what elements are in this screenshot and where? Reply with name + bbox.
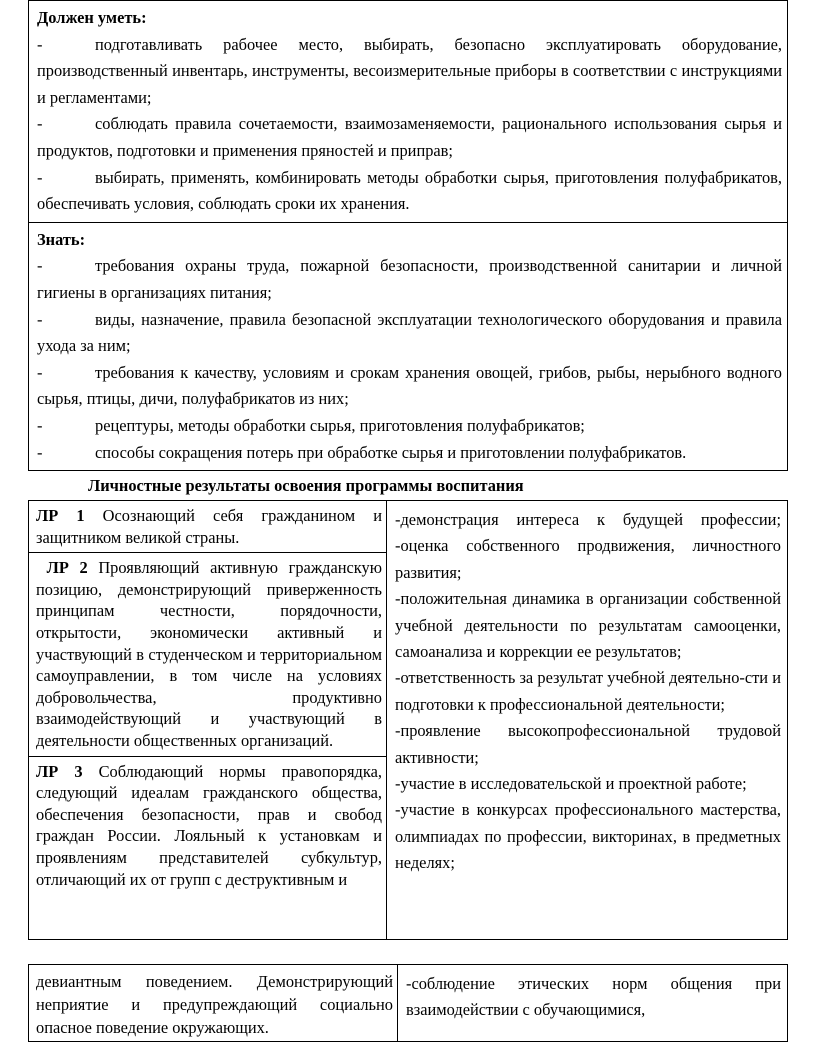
know-heading: Знать: (37, 229, 86, 249)
know-item: - рецептуры, методы обработки сырья, приготовления полуфабрикатов; (37, 413, 782, 440)
indicators-column (387, 501, 788, 940)
dash-bullet: - (37, 309, 43, 329)
must-can-cell (29, 1, 788, 223)
must-can-heading: Должен уметь: (37, 8, 147, 27)
dash-bullet: - (37, 362, 43, 382)
indicator-item: -положительная динамика в организации собственной учебной деятельности по результатам самооценки, самоанализа и коррекции ее результатов; (395, 589, 781, 662)
know-cell (29, 222, 788, 470)
indicator-item: -участие в конкурсах профессионального мастерства, олимпиадах по профессии, викторинах, в предметных неделях; (395, 800, 781, 873)
lr-item (29, 756, 386, 895)
lr-text: Проявляющий активную гражданскую позицию, демонстрирующий приверженность принципам честности, порядочности, открытости, экономически активный и участвующий в студенческом и территориальном самоуправлении, в том числе на условиях добровольчества, продуктивно взаимодействующий и участвующий в деятельности общественных организаций. (36, 558, 382, 750)
must-can-item: - соблюдать правила сочетаемости, взаимозаменяемости, рационального использования сырья и продуктов, подготовки и применения пряностей и приправ; (37, 111, 782, 164)
indicator-item: -ответственность за результат учебной деятельно-сти и подготовки к профессиональной деятельности; (395, 668, 781, 714)
lr-code: ЛР 3 (36, 761, 83, 781)
lr-item (29, 552, 386, 755)
indicator-item: -проявление высокопрофессиональной трудовой активности; (395, 721, 781, 767)
must-can-item: - подготавливать рабочее место, выбирать, безопасно эксплуатировать оборудование, производственный инвентарь, инструменты, весоизмерительные приборы в соответствии с инструкциями и регламентами; (37, 32, 782, 112)
section-title: Личностные результаты освоения программы воспитания (88, 476, 524, 495)
know-item: - способы сокращения потерь при обработке сырья и приготовлении полуфабрикатов. (37, 440, 782, 467)
dash-bullet: - (37, 34, 43, 54)
skills-table (28, 0, 788, 471)
indicator-item: -участие в исследовательской и проектной работе; (395, 774, 747, 794)
continuation-right: -соблюдение этических норм общения при взаимодействии с обучающимися, (398, 965, 788, 1042)
lr-column (29, 501, 387, 940)
dash-bullet: - (37, 114, 43, 134)
lr-text: Соблюдающий нормы правопорядка, следующий идеалам гражданского общества, обеспечения безопасности, прав и свобод граждан России. Лояльный к установкам и проявлениям представителей субкультур, отличающий их от групп с деструктивным и (36, 761, 382, 889)
lr-item (29, 501, 386, 552)
dash-bullet: - (37, 442, 43, 462)
continuation-table (28, 964, 788, 1042)
know-item: - требования охраны труда, пожарной безопасности, производственной санитарии и личной гигиены в организациях питания; (37, 253, 782, 306)
lr-code: ЛР 1 (36, 506, 85, 525)
lr-text: Осознающий себя гражданином и защитником великой страны. (36, 506, 382, 547)
dash-bullet: - (37, 415, 43, 435)
lr-code: ЛР 2 (46, 558, 88, 578)
know-item: - виды, назначение, правила безопасной эксплуатации технологического оборудования и правила ухода за ним; (37, 307, 782, 360)
indicator-item: -демонстрация интереса к будущей профессии; -оценка собственного продвижения, личностного развития; (395, 510, 781, 582)
dash-bullet: - (37, 167, 43, 187)
know-item: - требования к качеству, условиям и срокам хранения овощей, грибов, рыбы, нерыбного водного сырья, птицы, дичи, полуфабрикатов из них; (37, 360, 782, 413)
personal-results-table (28, 500, 788, 940)
must-can-item: - выбирать, применять, комбинировать методы обработки сырья, приготовления полуфабрикатов, обеспечивать условия, соблюдать сроки их хранения. (37, 165, 782, 218)
continuation-left: девиантным поведением. Демонстрирующий неприятие и предупреждающий социально опасное поведение окружающих. (29, 965, 398, 1042)
dash-bullet: - (37, 256, 43, 276)
